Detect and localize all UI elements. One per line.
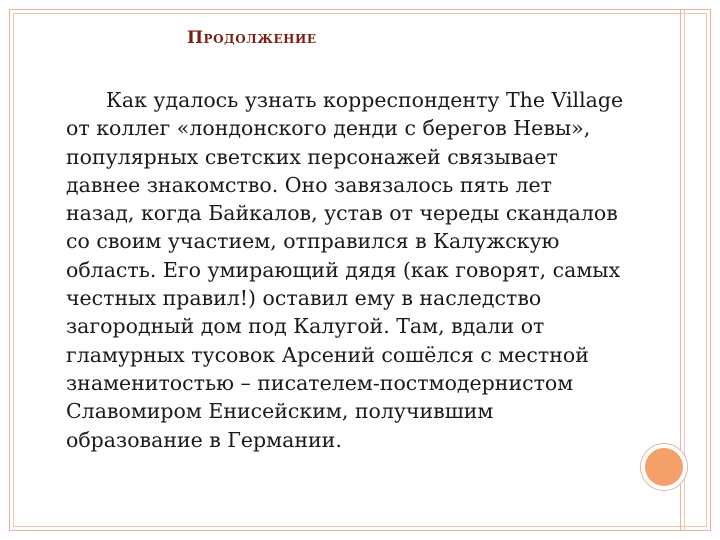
- frame-right-line-inner: [684, 9, 685, 531]
- slide-title: Продолжение: [187, 28, 317, 48]
- decorative-circle: [645, 448, 683, 486]
- frame-right-line: [680, 9, 681, 531]
- slide-body-text: Как удалось узнать корреспонденту The Village от коллег «лондонского денди с берегов Невы», популярных светских персонажей связывает давнее знакомство. Оно завязалось пять лет назад, когда Байкалов, устав от череды скандалов со своим участием, отправился в Калужскую область. Его умирающий дядя (как говорят, самых честных правил!) оставил ему в наследство загородный дом под Калугой. Там, вдали от гламурных тусовок Арсений сошёлся с местной знаменитостью – писателем-постмодернистом Славомиром Енисейским, получившим образование в Германии.: [66, 88, 624, 452]
